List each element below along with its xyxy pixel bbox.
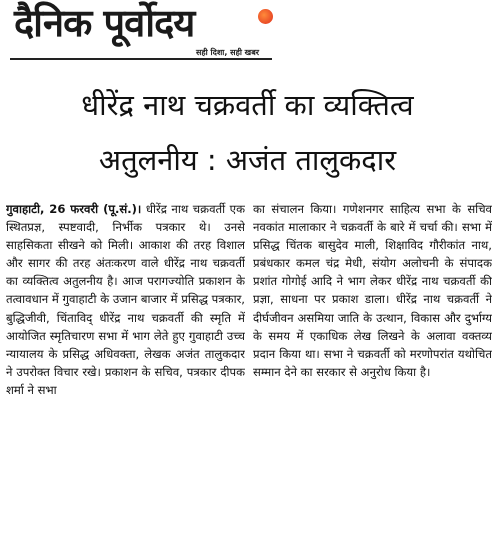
newspaper-logo: दैनिक पूर्वोदय <box>14 1 195 45</box>
column-2-text: का संचालन किया। गणेशनगर साहित्य सभा के सचिव नवकांत मालाकार ने चक्रवर्ती के बारे में चर्चा की। सभा में प्रसिद्ध चिंतक बासुदेव माली, शिक्षाविद गौरीकांत नाथ, प्रबंधकार कमल चंद्र मेधी, संयोग अलोचनी के संपादक प्रशांत गोगोई आदि ने भाग लेकर धीरेंद्र नाथ चक्रवर्ती की प्रज्ञा, साधना पर प्रकाश डाला। धीरेंद्र नाथ चक्रवर्ती ने दीर्घजीवन असमिया जाति के उत्थान, विकास और दुर्भाग्य के समय में एकाधिक लेख लिखने के अलावा वक्तव्य प्रदान किया था। सभा ने चक्रवर्ती को मरणोपरांत यथोचित सम्मान देने का सरकार से अनुरोध किया है। <box>253 202 492 379</box>
column-1-text: धीरेंद्र नाथ चक्रवर्ती एक स्थितप्रज्ञ, स्पष्टवादी, निर्भीक पत्रकार थे। उनसे साहसिकता सीखने को मिली। आकाश की तरह विशाल और सागर की तरह अंतःकरण वाले धीरेंद्र नाथ चक्रवर्ती का व्यक्तित्व अतुलनीय है। आज परागज्योति प्रकाशन के तत्वावधान में गुवाहाटी के उजान बाजार में प्रसिद्ध पत्रकार, बुद्धिजीवी, चिंताविद् धीरेंद्र नाथ चक्रवर्ती की स्मृति में आयोजित स्मृतिचारण सभा में भाग लेते हुए गुवाहाटी उच्च न्यायालय के प्रसिद्ध अधिवक्ता, लेखक अजंत तालुकदार ने उपरोक्त विचार रखे। प्रकाशन के सचिव, पत्रकार दीपक शर्मा ने सभा <box>6 202 245 397</box>
tagline: सही दिशा, सही खबर <box>196 48 260 57</box>
masthead-rule <box>10 58 272 60</box>
sun-icon <box>258 9 273 24</box>
article-column-2 <box>253 200 492 540</box>
headline-line-1: धीरेंद्र नाथ चक्रवर्ती का व्यक्तित्व <box>81 88 414 122</box>
dateline: गुवाहाटी, 26 फरवरी (पू.सं.)। <box>6 202 142 216</box>
headline-line-2: अतुलनीय : अजंत तालुकदार <box>98 143 397 177</box>
article-column-1 <box>6 200 245 540</box>
article-body <box>6 200 492 540</box>
masthead <box>0 0 495 72</box>
article-headline <box>0 78 495 188</box>
